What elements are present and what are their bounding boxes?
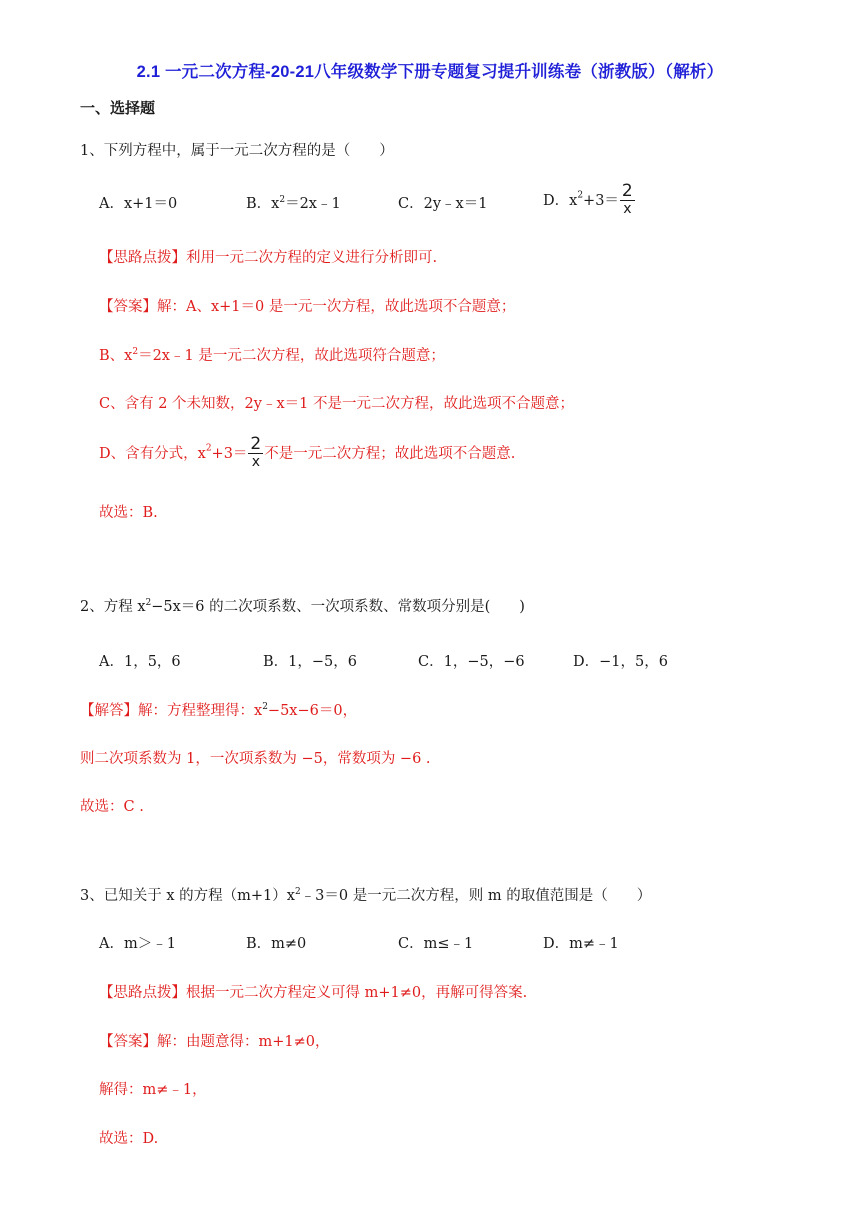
q1-option-d: [543, 183, 636, 216]
fraction: [620, 183, 635, 216]
section-heading: 一、选择题: [80, 99, 156, 117]
q2-coefficients: 则二次项系数为 1，一次项系数为 −5，常数项为 −6 .: [80, 751, 431, 767]
q1-option-a: A．x+1＝0: [99, 196, 178, 212]
superscript: 2: [145, 598, 152, 608]
superscript: 2: [262, 702, 268, 712]
q2-option-c: C．1，−5，−6: [418, 654, 525, 670]
q2-answer: [80, 699, 357, 720]
q1-answer-c: C、含有 2 个未知数，2y﹣x＝1 不是一元二次方程，故此选项不合题意；: [99, 396, 574, 412]
superscript: 2: [577, 190, 584, 201]
q2-option-a: A．1，5，6: [99, 654, 181, 670]
fraction-numerator: 2: [250, 434, 262, 454]
q2-option-d: D．−1，5，6: [573, 654, 668, 670]
q2-stem-post: −5x＝6 的二次项系数、一次项系数、常数项分别是( ): [151, 599, 525, 615]
q3-hint: 【思路点拨】根据一元二次方程定义可得 m+1≠0，再解可得答案.: [99, 985, 528, 1001]
q3-stem: [80, 884, 651, 905]
q3-option-b: B．m≠0: [246, 936, 307, 952]
q3-choice: 故选：D.: [99, 1131, 159, 1147]
q2-choice: 故选：C .: [80, 799, 144, 815]
fraction-numerator: 2: [621, 181, 633, 201]
q1-hint: 【思路点拨】利用一元二次方程的定义进行分析即可.: [99, 250, 438, 266]
q3-answer: 【答案】解：由题意得：m+1≠0，: [99, 1034, 330, 1050]
q3-option-a: A．m＞﹣1: [99, 936, 176, 952]
q1-answer-b-pre: B、x: [99, 348, 133, 364]
q1-answer-d: [99, 436, 515, 469]
q1-answer-b: [99, 344, 445, 365]
q1-answer-d-pre: D、含有分式，x: [99, 446, 206, 462]
fraction-denominator: x: [251, 454, 260, 470]
superscript: 2: [294, 887, 301, 897]
q1-option-d-mid: +3＝: [583, 193, 619, 209]
q2-stem: [80, 595, 525, 616]
q3-stem-pre: 3、已知关于 x 的方程（m+1）x: [80, 888, 295, 904]
superscript: 2: [279, 195, 286, 205]
q1-option-b: [246, 192, 341, 213]
q2-answer-pre: 【解答】解：方程整理得：x: [80, 703, 263, 719]
q1-option-b-post: ＝2x﹣1: [285, 196, 341, 212]
q1-answer-a: 【答案】解：A、x+1＝0 是一元一次方程，故此选项不合题意；: [99, 299, 516, 315]
q1-option-c: C．2y﹣x＝1: [398, 196, 488, 212]
q1-choice: 故选：B.: [99, 505, 158, 521]
superscript: 2: [132, 347, 139, 357]
q2-option-b: B．1，−5，6: [263, 654, 357, 670]
q1-answer-d-mid: +3＝: [211, 446, 248, 462]
q1-answer-d-post: 不是一元二次方程；故此选项不合题意.: [264, 446, 516, 462]
q3-solve: 解得：m≠﹣1，: [99, 1082, 207, 1098]
document-title: 2.1 一元二次方程-20-21八年级数学下册专题复习提升训练卷（浙教版）（解析）: [136, 63, 724, 81]
fraction-denominator: x: [623, 201, 632, 217]
q3-option-c: C．m≤﹣1: [398, 936, 474, 952]
q1-answer-b-post: ＝2x﹣1 是一元二次方程，故此选项符合题意；: [138, 348, 445, 364]
q1-stem: 1、下列方程中，属于一元二次方程的是（ ）: [80, 143, 394, 159]
q3-option-d: D．m≠﹣1: [543, 936, 619, 952]
fraction: [248, 436, 263, 469]
q1-option-b-pre: B．x: [246, 196, 280, 212]
q2-answer-post: −5x−6＝0，: [267, 703, 358, 719]
q3-stem-post: ﹣3＝0 是一元二次方程，则 m 的取值范围是（ ）: [300, 888, 652, 904]
q1-option-d-pre: D．x: [543, 193, 578, 209]
q2-stem-pre: 2、方程 x: [80, 599, 146, 615]
superscript: 2: [205, 443, 212, 454]
